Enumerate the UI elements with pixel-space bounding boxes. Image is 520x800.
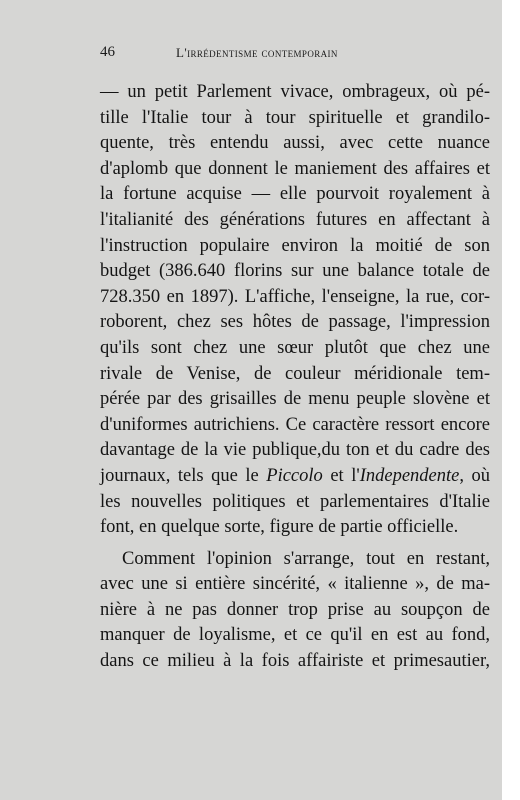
newspaper-title-piccolo: Piccolo <box>266 465 323 486</box>
text-line <box>100 464 490 490</box>
text-line: l'italianité des générations futures en affectant à <box>100 209 490 230</box>
text-line: — un petit Parlement vivace, ombrageux, où pé- <box>100 82 490 102</box>
text-line: avec une si entière sincérité, « italienne », de ma- <box>100 574 490 595</box>
text-line: d'uniformes autrichiens. Ce caractère ressort encore <box>100 414 490 435</box>
text-line: qu'ils sont chez une sœur plutôt que chez une <box>100 337 490 358</box>
text-run: et l' <box>322 465 360 486</box>
text-line: l'instruction populaire environ la moitié de son <box>100 235 490 256</box>
text-line: 728.350 en 1897). L'affiche, l'enseigne, la rue, cor- <box>100 286 490 307</box>
text-line: dans ce milieu à la fois affairiste et primesautier, <box>100 651 490 672</box>
text-line: roborent, chez ses hôtes de passage, l'impression <box>100 312 490 333</box>
text-line: davantage de la vie publique,du ton et du cadre des <box>100 440 490 461</box>
text-line: tille l'Italie tour à tour spirituelle et grandilo- <box>100 107 490 128</box>
text-run: journaux, tels que le <box>100 465 267 486</box>
body-text <box>100 80 490 675</box>
running-title: L'irrédentisme contemporain <box>176 45 338 60</box>
text-line: rivale de Venise, de couleur méridionale tem- <box>100 363 490 384</box>
text-line: la fortune acquise — elle pourvoit royalement à <box>100 184 490 205</box>
text-line: d'aplomb que donnent le maniement des affaires et <box>100 158 490 179</box>
text-line: font, en quelque sorte, figure de partie officielle. <box>100 517 459 538</box>
text-line: Comment l'opinion s'arrange, tout en restant, <box>122 548 490 569</box>
text-line: budget (386.640 florins sur une balance totale de <box>100 261 490 282</box>
text-line: quente, très entendu aussi, avec cette nuance <box>100 133 490 154</box>
text-run: , où <box>459 465 491 486</box>
page-header <box>100 44 490 64</box>
text-line: manquer de loyalisme, et ce qu'il en est au fond, <box>100 625 490 646</box>
text-line: pérée par des grisailles de menu peuple slovène et <box>100 389 490 410</box>
newspaper-title-independente: Independente <box>359 465 460 486</box>
text-line: les nouvelles politiques et parlementaires d'Italie <box>100 491 490 512</box>
page-number: 46 <box>100 44 115 60</box>
text-line: nière à ne pas donner trop prise au soupçon de <box>100 599 490 620</box>
page-margin <box>502 0 520 800</box>
